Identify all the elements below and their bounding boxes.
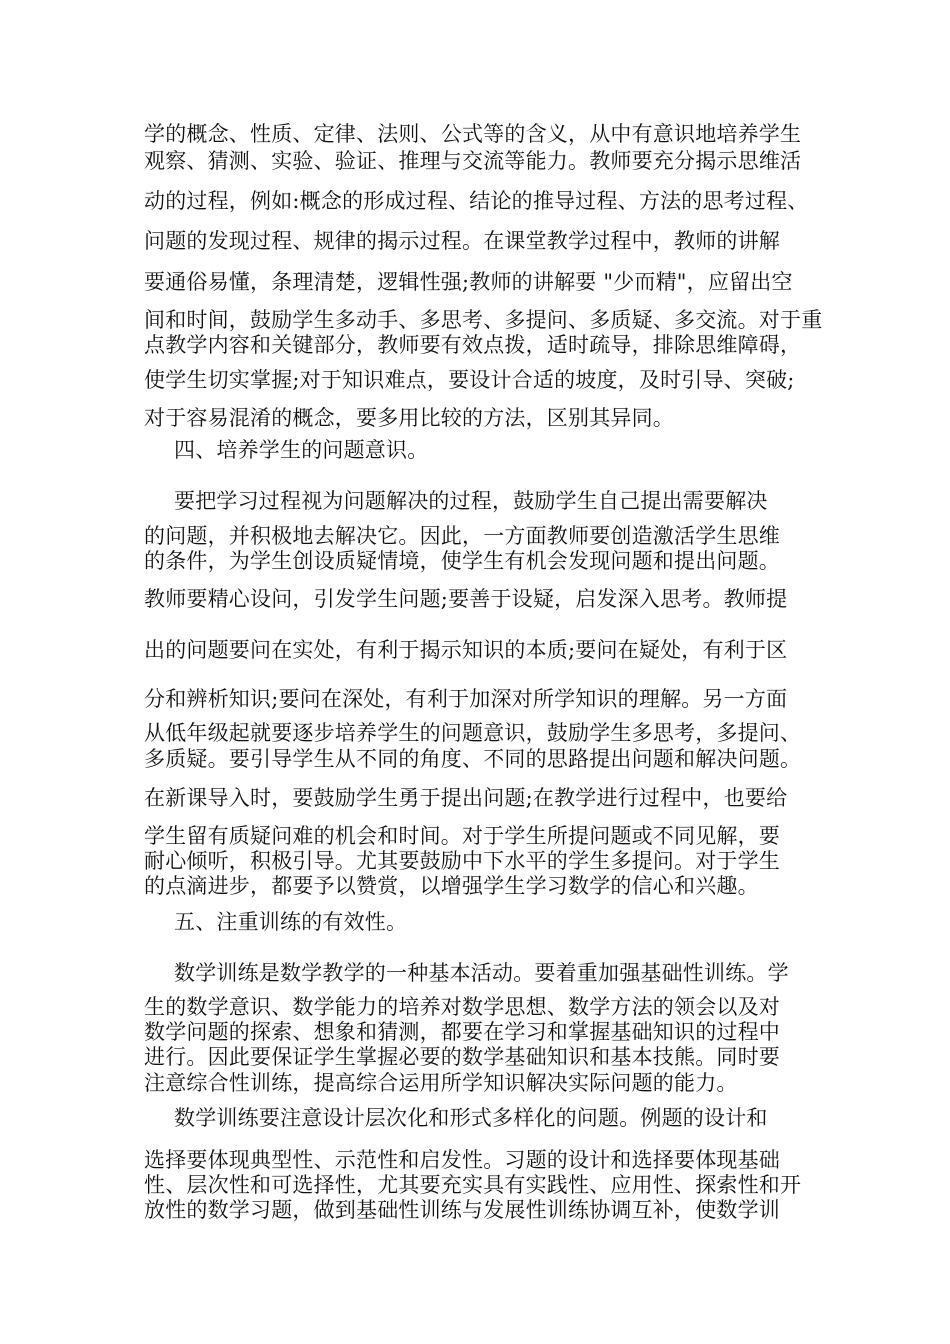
- text-line: 问题的发现过程、规律的揭示过程。在课堂教学过程中，教师的讲解: [144, 229, 780, 253]
- text-line: 的点滴进步，都要予以赞赏，以增强学生学习数学的信心和兴趣。: [144, 874, 759, 898]
- text-line: 多质疑。要引导学生从不同的角度、不同的思路提出问题和解决问题。: [144, 747, 802, 771]
- text-line: 生的数学意识、数学能力的培养对数学思想、数学方法的领会以及对: [144, 995, 780, 1019]
- text-line: 数学训练要注意设计层次化和形式多样化的问题。例题的设计和: [174, 1106, 768, 1130]
- text-line: 从低年级起就要逐步培养学生的问题意识，鼓励学生多思考，多提问、: [144, 721, 802, 745]
- text-line: 性、层次性和可选择性，尤其要充实具有实践性、应用性、探索性和开: [144, 1173, 802, 1197]
- text-line: 动的过程，例如:概念的形成过程、结论的推导过程、方法的思考过程、: [144, 189, 809, 213]
- text-line: 教师要精心设问，引发学生问题;要善于设疑，启发深入思考。教师提: [144, 587, 788, 611]
- text-line: 的条件，为学生创设质疑情境，使学生有机会发现问题和提出问题。: [144, 549, 780, 573]
- text-line: 放性的数学习题，做到基础性训练与发展性训练协调互补，使数学训: [144, 1198, 780, 1222]
- text-line: 要把学习过程视为问题解决的过程，鼓励学生自己提出需要解决: [174, 489, 768, 513]
- text-line: 点教学内容和关键部分，教师要有效点拨，适时疏导，排除思维障碍，: [144, 333, 802, 357]
- text-line: 使学生切实掌握;对于知识难点，要设计合适的坡度，及时引导、突破;: [144, 368, 795, 392]
- text-line: 进行。因此要保证学生掌握必要的数学基础知识和基本技熊。同时要: [144, 1045, 780, 1069]
- text-line: 数学训练是数学教学的一种基本活动。要着重加强基础性训练。学: [174, 961, 789, 985]
- text-line: 在新课导入时，要鼓励学生勇于提出问题;在教学进行过程中，也要给: [144, 786, 788, 810]
- section-heading: 四、培养学生的问题意识。: [174, 438, 429, 462]
- text-line: 出的问题要问在实处，有利于揭示知识的本质;要问在疑处，有利于区: [144, 638, 788, 662]
- text-line: 数学问题的探索、想象和猜测，都要在学习和掌握基础知识的过程中: [144, 1020, 780, 1044]
- text-line: 选择要体现典型性、示范性和启发性。习题的设计和选择要体现基础: [144, 1148, 780, 1172]
- text-line: 对于容易混淆的概念，要多用比较的方法，区别其异同。: [144, 406, 674, 430]
- text-line: 学的概念、性质、定律、法则、公式等的含义，从中有意识地培养学生: [144, 122, 802, 146]
- text-line: 要通俗易懂，条理清楚，逻辑性强;教师的讲解要 "少而精"，应留出空: [144, 270, 793, 294]
- text-line: 耐心倾听，积极引导。尤其要鼓励中下水平的学生多提问。对于学生: [144, 849, 780, 873]
- section-heading: 五、注重训练的有效性。: [174, 910, 408, 934]
- text-line: 分和辨析知识;要问在深处，有利于加深对所学知识的理解。另一方面: [144, 687, 788, 711]
- text-line: 间和时间，鼓励学生多动手、多思考、多提问、多质疑、多交流。对于重: [144, 308, 823, 332]
- text-line: 学生留有质疑问难的机会和时间。对于学生所提问题或不同见解，要: [144, 824, 780, 848]
- text-line: 观察、猜测、实验、验证、推理与交流等能力。教师要充分揭示思维活: [144, 149, 802, 173]
- text-line: 注意综合性训练，提高综合运用所学知识解决实际问题的能力。: [144, 1071, 738, 1095]
- text-line: 的问题，并积极地去解决它。因此，一方面教师要创造激活学生思维: [144, 524, 780, 548]
